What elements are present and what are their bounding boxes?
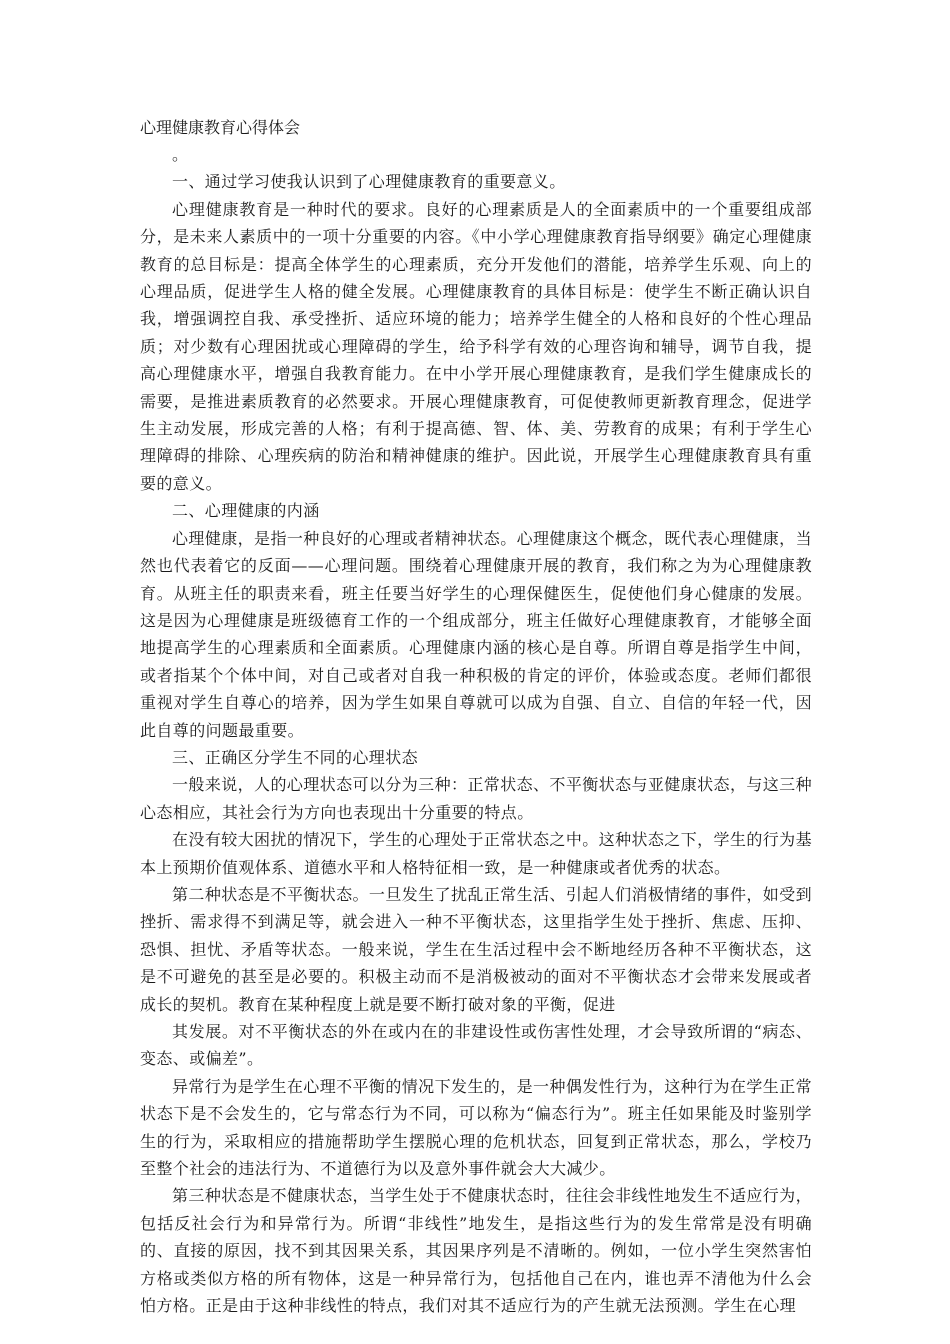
document-title: 心理健康教育心得体会 bbox=[140, 118, 301, 137]
paragraph: 心理健康教育是一种时代的要求。良好的心理素质是人的全面素质中的一个重要组成部分，是未来人素质中的一项十分重要的内容。《中小学心理健康教育指导纲要》确定心理健康教育的总目标是：提高全体学生的心理素质，充分开发他们的潜能，培养学生乐观、向上的心理品质，促进学生人格的健全发展。心理健康教育的具体目标是：使学生不断正确认识自我，增强调控自我、承受挫折、适应环境的能力；培养学生健全的人格和良好的个性心理品质；对少数有心理困扰或心理障碍的学生，给予科学有效的心理咨询和辅导，调节自我，提高心理健康水平，增强自我教育能力。在中小学开展心理健康教育，是我们学生健康成长的需要，是推进素质教育的必然要求。开展心理健康教育，可促使教师更新教育理念，促进学生主动发展，形成完善的人格；有利于提高德、智、体、美、劳教育的成果；有利于学生心理障碍的排除、心理疾病的防治和精神健康的维护。因此说，开展学生心理健康教育具有重要的意义。 bbox=[140, 199, 812, 493]
section-heading-3: 三、正确区分学生不同的心理状态 bbox=[172, 747, 419, 767]
paragraph: 第二种状态是不平衡状态。一旦发生了扰乱正常生活、引起人们消极情绪的事件，如受到挫折、需求得不到满足等，就会进入一种不平衡状态，这里指学生处于挫折、焦虑、压抑、恐惧、担忧、矛盾等状态。一般来说，学生在生活过程中会不断地经历各种不平衡状态，这是不可避免的甚至是必要的。积极主动而不是消极被动的面对不平衡状态才会带来发展或者成长的契机。教育在某种程度上就是要不断打破对象的平衡，促进 bbox=[140, 884, 812, 1014]
paragraph: 心理健康，是指一种良好的心理或者精神状态。心理健康这个概念，既代表心理健康，当然也代表着它的反面——心理问题。围绕着心理健康开展的教育，我们称之为为心理健康教育。从班主任的职责来看，班主任要当好学生的心理保健医生，促使他们身心健康的发展。这是因为心理健康是班级德育工作的一个组成部分，班主任做好心理健康教育，才能够全面地提高学生的心理素质和全面素质。心理健康内涵的核心是自尊。所谓自尊是指学生中间，或者指某个个体中间，对自己或者对自我一种积极的肯定的评价，体验或态度。老师们都很重视对学生自尊心的培养，因为学生如果自尊就可以成为自强、自立、自信的年轻一代，因此自尊的问题最重要。 bbox=[140, 528, 812, 740]
document-page bbox=[140, 115, 812, 1319]
paragraph: 异常行为是学生在心理不平衡的情况下发生的，是一种偶发性行为，这种行为在学生正常状态下是不会发生的，它与常态行为不同，可以称为“偏态行为”。班主任如果能及时鉴别学生的行为，采取相应的措施帮助学生摆脱心理的危机状态，回复到正常状态，那么，学校乃至整个社会的违法行为、不道德行为以及意外事件就会大大减少。 bbox=[140, 1076, 812, 1179]
section-heading-1: 一、通过学习使我认识到了心理健康教育的重要意义。 bbox=[172, 172, 566, 192]
paragraph: 其发展。对不平衡状态的外在或内在的非建设性或伤害性处理，才会导致所谓的“病态、变态、或偏差”。 bbox=[140, 1022, 812, 1069]
paragraph: 在没有较大困扰的情况下，学生的心理处于正常状态之中。这种状态之下，学生的行为基本上预期价值观体系、道德水平和人格特征相一致，是一种健康或者优秀的状态。 bbox=[140, 830, 812, 877]
paragraph: 一般来说，人的心理状态可以分为三种：正常状态、不平衡状态与亚健康状态，与这三种心态相应，其社会行为方向也表现出十分重要的特点。 bbox=[140, 775, 812, 822]
section-heading-2: 二、心理健康的内涵 bbox=[172, 501, 320, 521]
paragraph-period: 。 bbox=[172, 145, 189, 164]
paragraph: 第三种状态是不健康状态，当学生处于不健康状态时，往往会非线性地发生不适应行为，包括反社会行为和异常行为。所谓“非线性”地发生，是指这些行为的发生常常是没有明确的、直接的原因，找不到其因果关系，其因果序列是不清晰的。例如，一位小学生突然害怕方格或类似方格的所有物体，这是一种异常行为，包括他自己在内，谁也弄不清他为什么会怕方格。正是由于这种非线性的特点，我们对其不适应行为的产生就无法预测。学生在心理 bbox=[140, 1186, 812, 1316]
